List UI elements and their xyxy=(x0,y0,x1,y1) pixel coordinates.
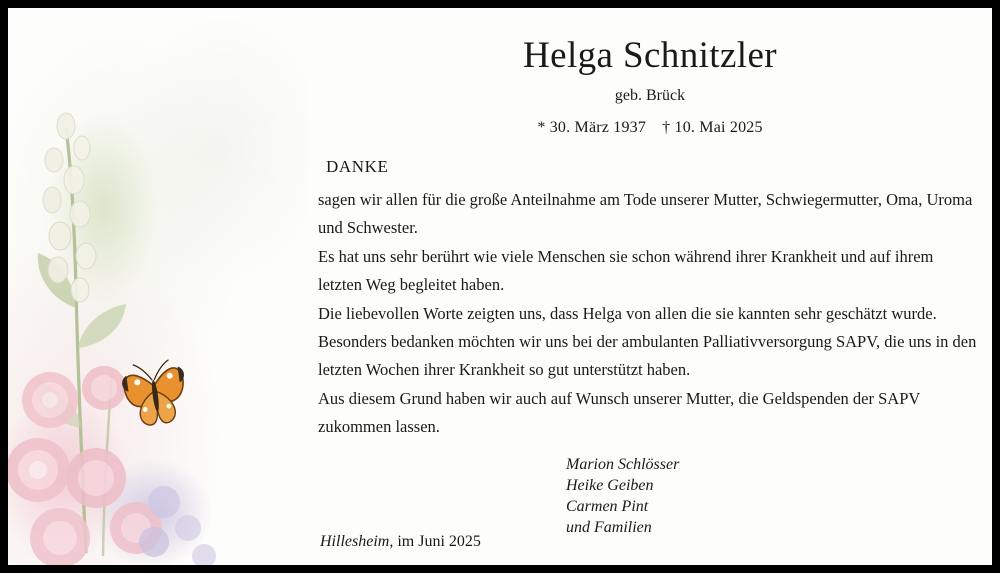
paper-wash xyxy=(8,8,308,565)
signer: Marion Schlösser xyxy=(566,456,680,474)
death-date: † 10. Mai 2025 xyxy=(662,119,763,136)
signer: Heike Geiben xyxy=(566,477,654,495)
deceased-name: Helga Schnitzler xyxy=(523,35,777,76)
signers-list xyxy=(318,455,980,538)
paragraph: sagen wir allen für die große Anteilnahme am Tode unserer Mutter, Schwiegermutter, Oma, Uroma und Schwester. xyxy=(318,190,973,238)
place-city: Hillesheim xyxy=(320,533,390,550)
signer: und Familien xyxy=(566,518,652,536)
paragraph: Aus diesem Grund haben wir auch auf Wunsch unserer Mutter, die Geldspenden der SAPV zukommen lassen. xyxy=(318,388,921,436)
birth-date: * 30. März 1937 xyxy=(537,119,647,136)
paragraph: Es hat uns sehr berührt wie viele Menschen sie schon während ihrer Krankheit und auf ihrem letzten Weg begleitet haben. xyxy=(318,246,934,295)
place-date: , im Juni 2025 xyxy=(389,533,481,550)
life-dates xyxy=(310,119,990,137)
signer: Carmen Pint xyxy=(566,497,649,515)
paragraph: Besonders bedanken möchten wir uns bei der ambulanten Palliativversorgung SAPV, die uns in den letzten Wochen ihrer Krankheit so gut unterstützt haben. xyxy=(318,331,977,380)
thanks-heading: DANKE xyxy=(326,157,389,176)
obituary-content xyxy=(310,8,990,565)
obituary-body xyxy=(310,157,990,539)
maiden-name: geb. Brück xyxy=(614,87,686,104)
place-and-date xyxy=(320,533,481,551)
obituary-card xyxy=(8,8,992,565)
paragraph: Die liebevollen Worte zeigten uns, dass Helga von allen die sie kannten sehr geschätzt wurde. xyxy=(318,303,937,323)
